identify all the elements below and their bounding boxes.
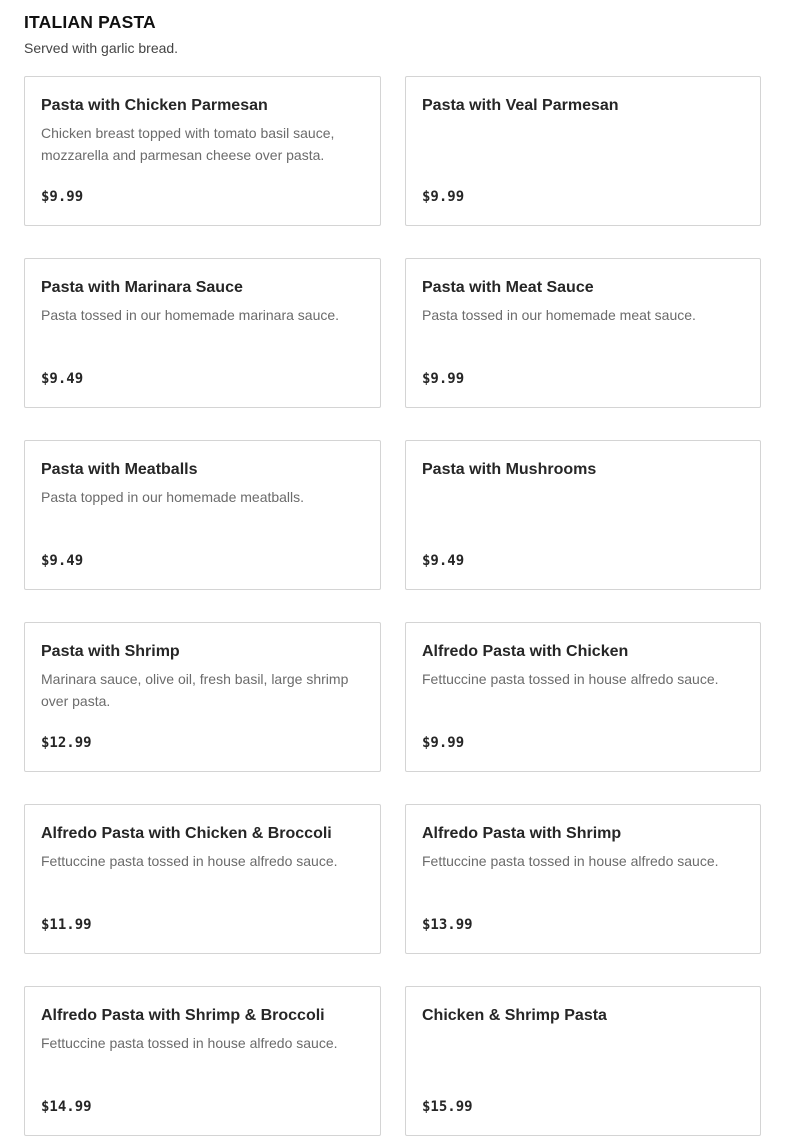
section-title: ITALIAN PASTA (24, 12, 156, 32)
menu-item-name: Pasta with Meat Sauce (422, 279, 594, 296)
menu-item-card[interactable] (405, 622, 761, 772)
menu-item-description: Pasta topped in our homemade meatballs. (41, 489, 305, 505)
menu-item-price: $9.99 (422, 189, 465, 205)
menu-item-price: $9.49 (422, 553, 465, 569)
menu-item-price: $9.99 (422, 735, 465, 751)
menu-item-name: Pasta with Veal Parmesan (422, 97, 619, 114)
menu-item-card[interactable] (24, 804, 381, 954)
menu-item-name: Alfredo Pasta with Chicken (422, 643, 629, 660)
menu-item-card[interactable] (24, 76, 381, 226)
menu-item-description: Pasta tossed in our homemade marinara sauce. (41, 307, 340, 323)
menu-item-card[interactable] (24, 258, 381, 408)
menu-item-card[interactable] (24, 986, 381, 1136)
menu-item-description: Fettuccine pasta tossed in house alfredo sauce. (422, 671, 719, 687)
menu-item-price: $13.99 (422, 917, 473, 933)
menu-item-description: Chicken breast topped with tomato basil sauce, mozzarella and parmesan cheese over pasta. (41, 125, 335, 163)
menu-item-name: Pasta with Mushrooms (422, 461, 597, 478)
menu-item-card[interactable] (405, 440, 761, 590)
menu-item-price: $9.49 (41, 553, 84, 569)
section-subtitle: Served with garlic bread. (24, 40, 179, 56)
menu-item-price: $9.99 (41, 189, 84, 205)
menu-item-card[interactable] (24, 440, 381, 590)
menu-item-card[interactable] (405, 76, 761, 226)
menu-item-price: $9.99 (422, 371, 465, 387)
menu-item-price: $12.99 (41, 735, 92, 751)
menu-item-card[interactable] (405, 258, 761, 408)
menu-item-name: Pasta with Chicken Parmesan (41, 97, 268, 114)
menu-item-description: Fettuccine pasta tossed in house alfredo sauce. (422, 853, 719, 869)
menu-item-description: Pasta tossed in our homemade meat sauce. (422, 307, 696, 323)
menu-item-name: Pasta with Marinara Sauce (41, 279, 243, 296)
menu-item-price: $14.99 (41, 1099, 92, 1115)
menu-item-name: Chicken & Shrimp Pasta (422, 1007, 607, 1024)
menu-item-card[interactable] (24, 622, 381, 772)
menu-items-grid (24, 76, 761, 1136)
menu-item-price: $9.49 (41, 371, 84, 387)
menu-item-description: Marinara sauce, olive oil, fresh basil, large shrimp over pasta. (41, 671, 349, 709)
menu-item-card[interactable] (405, 804, 761, 954)
menu-item-price: $15.99 (422, 1099, 473, 1115)
menu-item-name: Alfredo Pasta with Shrimp (422, 825, 622, 842)
menu-item-price: $11.99 (41, 917, 92, 933)
menu-item-name: Alfredo Pasta with Shrimp & Broccoli (41, 1007, 325, 1024)
menu-section-header (24, 11, 178, 58)
menu-item-name: Pasta with Meatballs (41, 461, 198, 478)
menu-item-name: Alfredo Pasta with Chicken & Broccoli (41, 825, 332, 842)
menu-item-name: Pasta with Shrimp (41, 643, 180, 660)
menu-item-card[interactable] (405, 986, 761, 1136)
menu-item-description: Fettuccine pasta tossed in house alfredo sauce. (41, 1035, 338, 1051)
menu-item-description: Fettuccine pasta tossed in house alfredo sauce. (41, 853, 338, 869)
